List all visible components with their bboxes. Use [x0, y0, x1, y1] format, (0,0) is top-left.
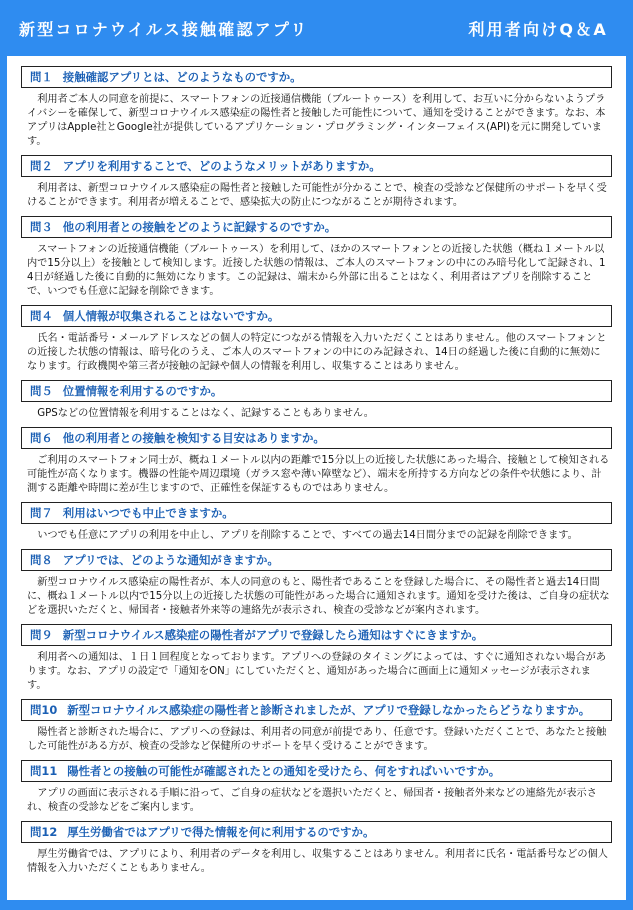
qa-item: [21, 502, 612, 543]
question-heading: [21, 216, 612, 238]
qa-item: [21, 427, 612, 496]
qa-item: [21, 624, 612, 693]
answer-text: 氏名・電話番号・メールアドレスなどの個人の特定につながる情報を入力いただくことはありません。他のスマートフォンとの近接した状態の情報は、暗号化のうえ、ご本人のスマートフォンの中にのみ記録され、14日の経過した後に自動的に無効になります。行政機関や第三者が接触の記録や個人の情報を利用し、収集することはありません。: [27, 333, 607, 372]
answer-text: スマートフォンの近接通信機能（ブルートゥース）を利用して、ほかのスマートフォンとの近接した状態（概ね１メートル以内で15分以上）を接触として検知します。近接した状態の情報は、ご本人のスマートフォンの中にのみ暗号化して記録され、14日が経過した後に自動的に無効になります。この記録は、端末から外部に出ることはなく、利用者はアプリを削除することで、いつでも任意に記録を削除できます。: [27, 244, 606, 297]
answer-text: 厚生労働省では、アプリにより、利用者のデータを利用し、収集することはありません。利用者に氏名・電話番号などの個人情報を入力いただくこともありません。: [27, 849, 608, 874]
question-number: 問８: [30, 553, 53, 567]
question-number: 問７: [30, 506, 53, 520]
qa-item: [21, 305, 612, 374]
question-number: 問５: [30, 384, 53, 398]
question-text: 厚生労働省ではアプリで得た情報を何に利用するのですか。: [67, 825, 375, 839]
question-text: 位置情報を利用するのですか。: [62, 384, 223, 398]
question-text: 他の利用者との接触をどのように記録するのですか。: [62, 220, 337, 234]
answer-text: 利用者への通知は、１日１回程度となっております。アプリへの登録のタイミングによっては、すぐに通知されない場合があります。なお、アプリの設定で「通知をON」にしていただくと、通知があった場合に画面上に通知メッセージが表示されます。: [27, 652, 607, 691]
question-heading: [21, 549, 612, 571]
question-number: 問12: [30, 825, 58, 839]
question-number: 問３: [30, 220, 53, 234]
answer-text: 陽性者と診断された場合に、アプリへの登録は、利用者の同意が前提であり、任意です。登録いただくことで、あなたと接触した可能性がある方が、検査の受診など保健所のサポートを早く受けることができます。: [27, 727, 607, 752]
question-number: 問10: [30, 703, 58, 717]
question-heading: [21, 305, 612, 327]
answer-text: 利用者は、新型コロナウイルス感染症の陽性者と接触した可能性が分かることで、検査の受診など保健所のサポートを早く受けることができます。利用者が増えることで、感染拡大の防止につながることが期待されます。: [27, 183, 607, 208]
answer-text: 利用者ご本人の同意を前提に、スマートフォンの近接通信機能（ブルートゥース）を利用して、お互いに分からないようプライバシーを確保して、新型コロナウイルス感染症の陽性者と接触した可能性について、通知を受けることができます。なお、本アプリはApple社とGoogle社が提供しているアプリケーション・プログラミング・インターフェイス(API)を元に開発しています。: [27, 94, 606, 147]
question-text: 利用はいつでも中止できますか。: [62, 506, 234, 520]
app-title: 新型コロナウイルス接触確認アプリ: [19, 19, 309, 39]
question-text: 新型コロナウイルス感染症の陽性者と診断されましたが、アプリで登録しなかったらどうなりますか。: [67, 703, 591, 717]
question-heading: [21, 502, 612, 524]
qa-item: [21, 760, 612, 815]
answer-text: 新型コロナウイルス感染症の陽性者が、本人の同意のもと、陽性者であることを登録した場合に、その陽性者と過去14日間に、概ね１メートル以内で15分以上の近接した状態の可能性があった場合に通知されます。通知を受けた後は、ご自身の症状などを選択いただくと、帰国者・接触者外来等の連絡先が表示され、検査の受診などが案内されます。: [27, 577, 610, 616]
qa-item: [21, 821, 612, 876]
question-text: 新型コロナウイルス感染症の陽性者がアプリで登録したら通知はすぐにきますか。: [62, 628, 484, 642]
question-heading: [21, 624, 612, 646]
qa-item: [21, 66, 612, 149]
qa-list: [7, 56, 626, 900]
question-text: 個人情報が収集されることはないですか。: [62, 309, 280, 323]
qa-item: [21, 699, 612, 754]
question-number: 問６: [30, 431, 53, 445]
answer-text: GPSなどの位置情報を利用することはなく、記録することもありません。: [37, 408, 374, 419]
question-heading: [21, 155, 612, 177]
question-text: アプリでは、どのような通知がきますか。: [62, 553, 279, 567]
answer-text: ご利用のスマートフォン同士が、概ね１メートル以内の距離で15分以上の近接した状態にあった場合、接触として検知される可能性が高くなります。機器の性能や周辺環境（ガラス窓や薄い障壁など）、端末を所持する方向などの条件や状態により、計測する距離や時間に差が生じますので、正確性を保証するものではありません。: [27, 455, 610, 494]
qa-item: [21, 155, 612, 210]
question-number: 問11: [30, 764, 58, 778]
question-heading: [21, 66, 612, 88]
question-heading: [21, 699, 612, 721]
question-number: 問１: [30, 70, 53, 84]
question-number: 問９: [30, 628, 53, 642]
question-text: 他の利用者との接触を検知する目安はありますか。: [62, 431, 325, 445]
qa-item: [21, 549, 612, 618]
question-heading: [21, 760, 612, 782]
question-text: 接触確認アプリとは、どのようなものですか。: [62, 70, 302, 84]
answer-text: アプリの画面に表示される手順に沿って、ご自身の症状などを選択いただくと、帰国者・接触者外来などの連絡先が表示され、検査の受診などをご案内します。: [27, 788, 597, 813]
qa-item: [21, 216, 612, 299]
question-text: 陽性者との接触の可能性が確認されたとの通知を受けたら、何をすればいいですか。: [67, 764, 501, 778]
question-heading: [21, 427, 612, 449]
question-number: 問２: [30, 159, 53, 173]
question-heading: [21, 821, 612, 843]
question-number: 問４: [30, 309, 53, 323]
page-header: [7, 0, 626, 56]
answer-text: いつでも任意にアプリの利用を中止し、アプリを削除することで、すべての過去14日間分までの記録を削除できます。: [37, 530, 578, 541]
qa-subtitle: 利用者向けQ＆A: [468, 19, 608, 39]
qa-item: [21, 380, 612, 421]
question-heading: [21, 380, 612, 402]
question-text: アプリを利用することで、どのようなメリットがありますか。: [62, 159, 381, 173]
